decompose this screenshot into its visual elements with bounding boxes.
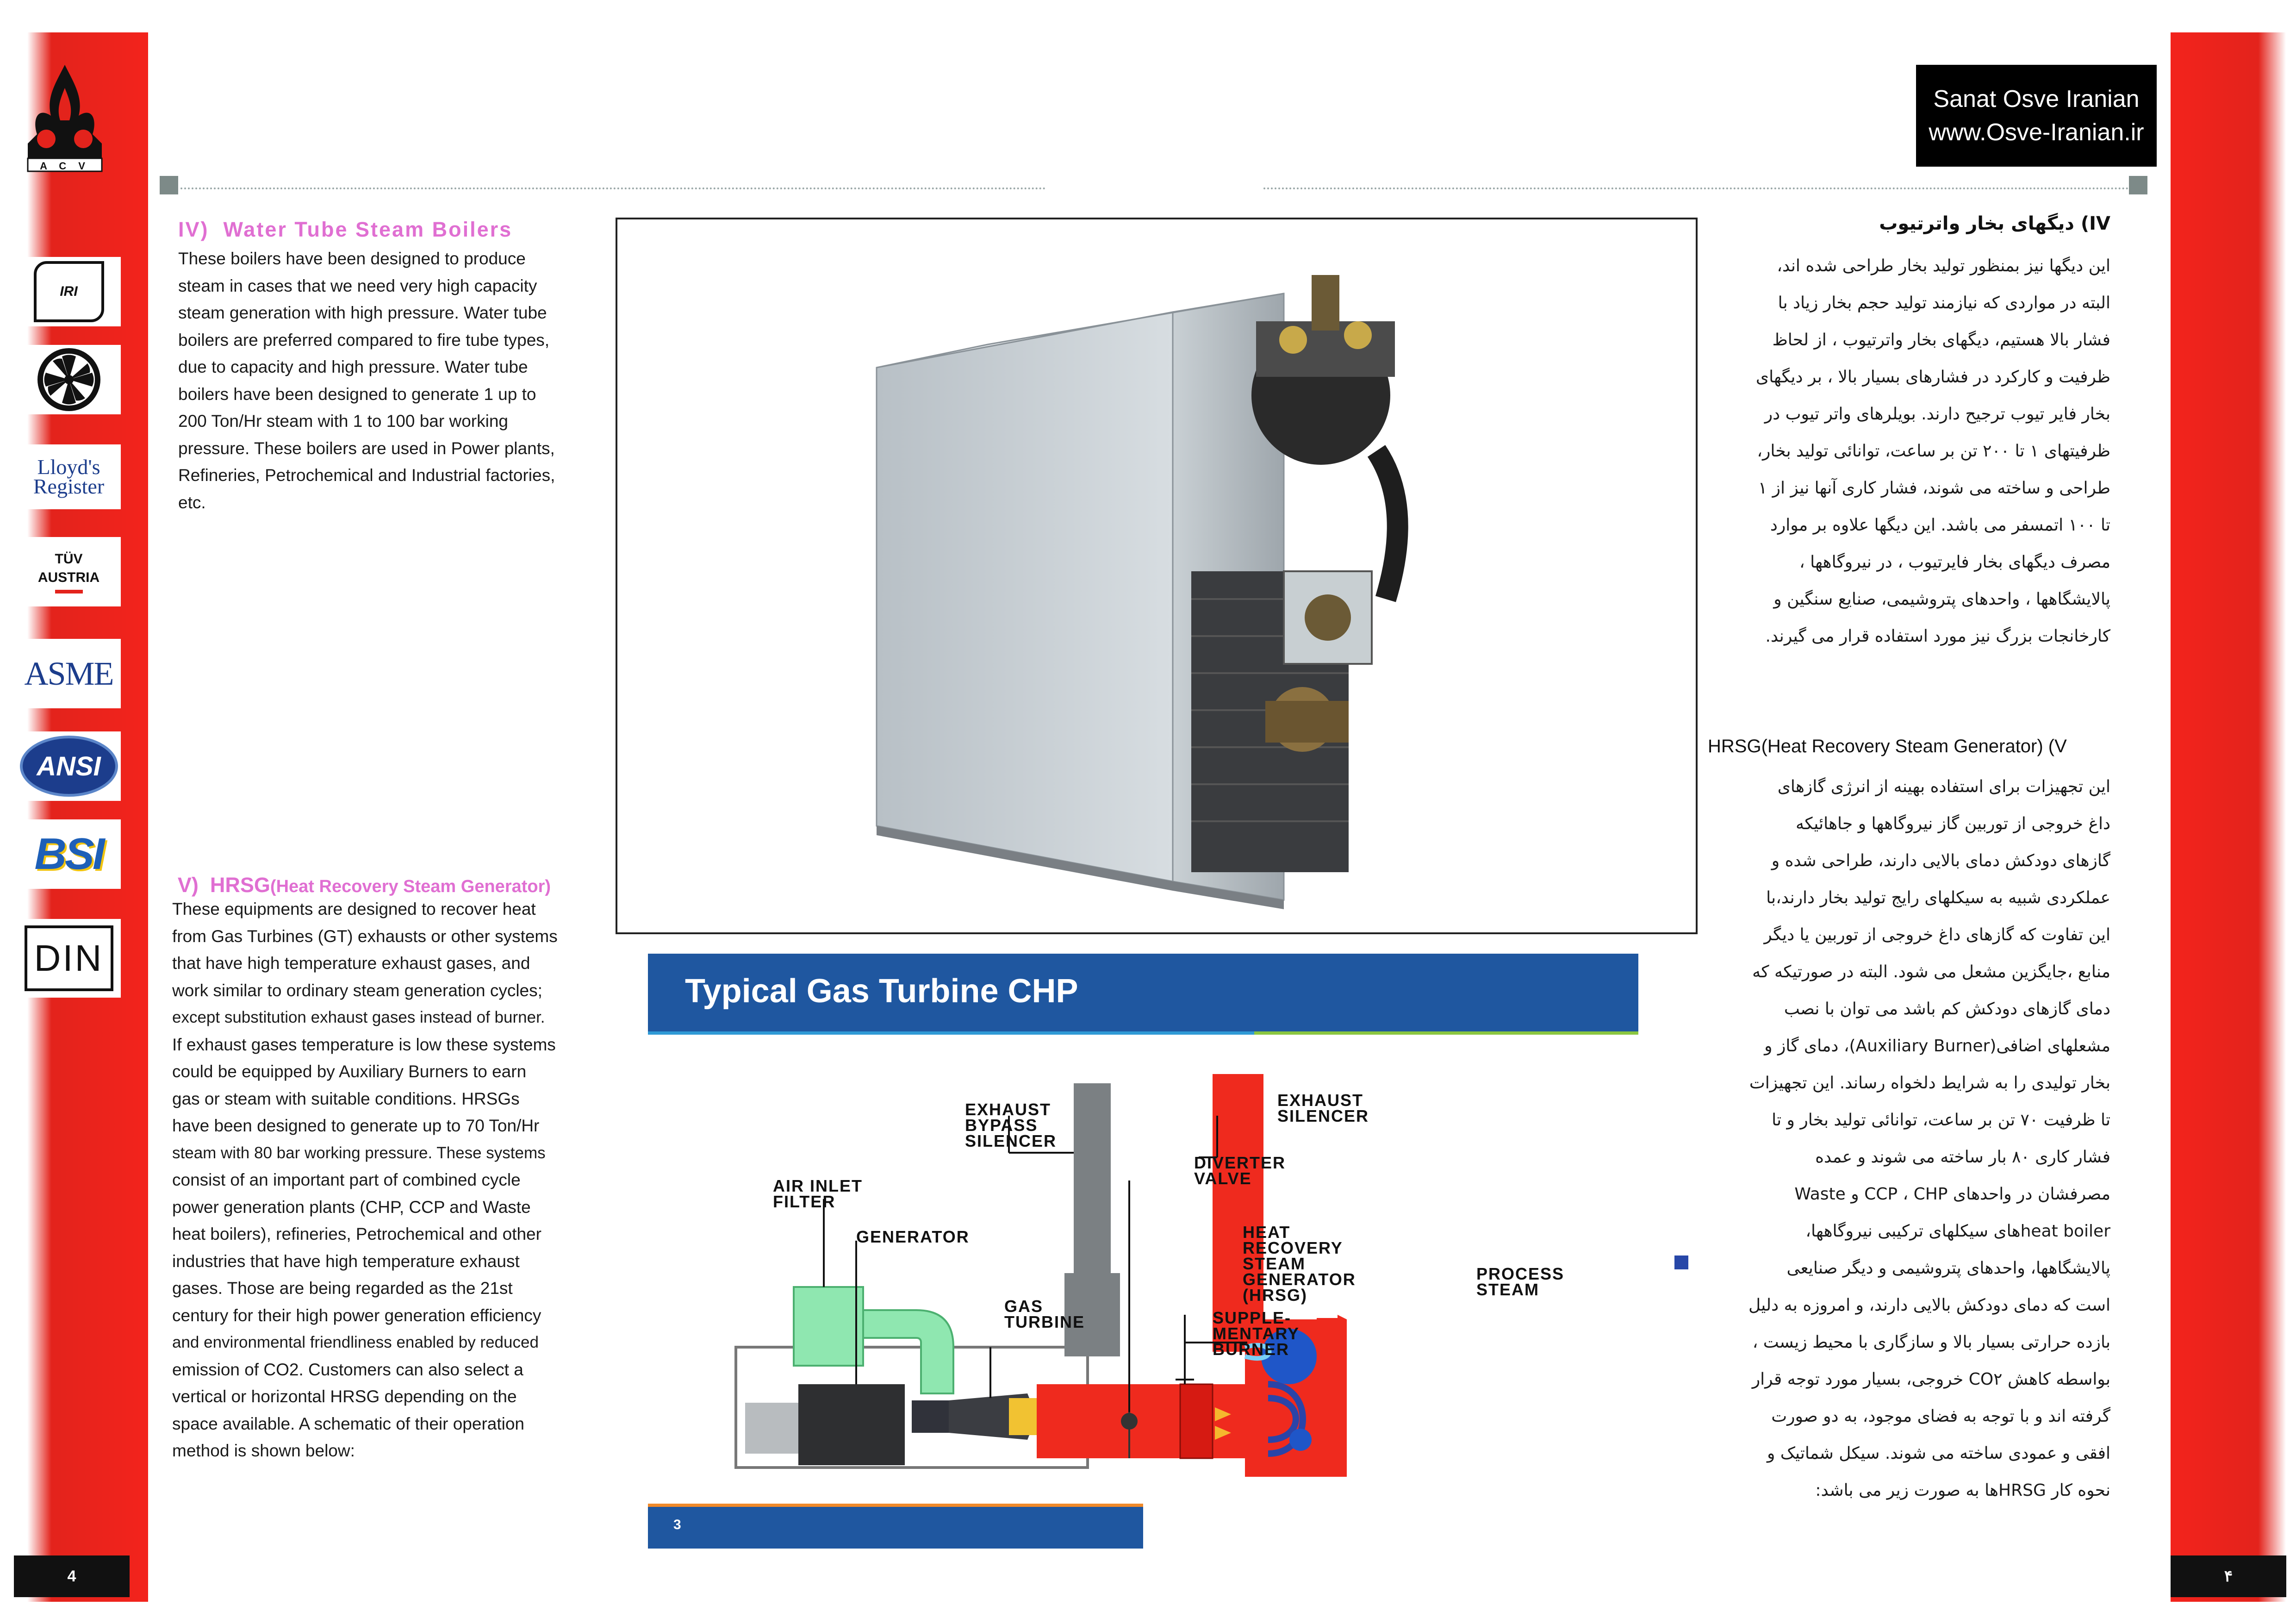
- text-line: These equipments are designed to recover heat: [172, 899, 536, 918]
- section4-title-fa: IV) دیگهای بخار واترتیوب: [1879, 213, 2110, 234]
- chp-page-label: 3: [673, 1517, 681, 1532]
- text-line: except substitution exhaust gases instead of burner.: [172, 1008, 545, 1026]
- text-line: could be equipped by Auxiliary Burners to earn: [172, 1062, 527, 1081]
- rule-square-right: [2129, 176, 2147, 194]
- label-supplementary-burner: [1213, 1310, 1300, 1357]
- text-line: have been designed to generate up to 70 Ton/Hr: [172, 1116, 540, 1135]
- text-line: work similar to ordinary steam generation cycles;: [172, 981, 542, 1000]
- section5-body-fa: [1703, 768, 2110, 1509]
- text-line: طراحی و ساخته می شوند، فشار کاری آنها نیز از ۱: [1758, 479, 2110, 498]
- text-line: مشعلهای اضافی(Auxiliary Burner)، دمای گاز و: [1764, 1037, 2110, 1056]
- chp-banner-stripe: [648, 1031, 1254, 1035]
- section5-title-fa: HRSG(Heat Recovery Steam Generator) (V: [1708, 736, 2067, 756]
- lloyds-register-logo: [17, 444, 121, 509]
- text-line: ظرفیت و کارکرد در فشارهای بسیار بالا ، بر دیگهای: [1755, 368, 2110, 387]
- label-line: GAS: [1004, 1297, 1044, 1316]
- label-line: EXHAUST: [965, 1100, 1052, 1119]
- text-line: heat boilers), refineries, Petrochemical and other: [172, 1224, 541, 1243]
- text-line: منابع ،جایگزین مشعل می شود. البته در صورتیکه که: [1752, 962, 2110, 981]
- text-line: دمای گازهای دودکش کم باشد می توان با نصب: [1784, 999, 2110, 1018]
- chp-banner-stripe-green: [1254, 1031, 1638, 1035]
- tuv-logo-text: TÜV AUSTRIA: [37, 551, 100, 585]
- text-line: emission of CO2. Customers can also select a: [172, 1360, 523, 1379]
- text-line: نحوه کار HRSGها به صورت زیر می باشد:: [1815, 1481, 2110, 1500]
- text-line: industries that have high temperature exhaust: [172, 1251, 520, 1271]
- right-red-bar: [2171, 32, 2296, 1602]
- bsi-logo-text: BSI: [34, 829, 103, 879]
- label-line: PROCESS: [1476, 1264, 1565, 1283]
- text-line: boilers are preferred compared to fire tube types,: [178, 330, 550, 350]
- label-line: SUPPLE-: [1213, 1308, 1292, 1327]
- text-line: این دیگها نیز بمنظور تولید بخار طراحی شده اند،: [1777, 256, 2110, 275]
- rule-square-left: [160, 176, 178, 194]
- text-line: space available. A schematic of their operation: [172, 1414, 525, 1433]
- text-line: 200 Ton/Hr steam with 1 to 100 bar working: [178, 412, 508, 431]
- text-line: steam in cases that we need very high capacity: [178, 276, 537, 295]
- text-line: پالایشگاهها ، واحدهای پتروشیمی، صنایع سنگین و: [1773, 590, 2110, 609]
- section4-body-fa: [1703, 248, 2110, 655]
- text-line: البته در مواردی که نیازمند تولید حجم بخار زیاد با: [1778, 294, 2110, 312]
- asme-logo-text: ASME: [24, 655, 113, 692]
- rule-left: [180, 187, 1046, 189]
- text-line: from Gas Turbines (GT) exhausts or other systems: [172, 926, 558, 946]
- din-logo-text: DIN: [34, 937, 104, 979]
- text-line: consist of an important part of combined cycle: [172, 1170, 521, 1189]
- water-tube-boiler-illustration: [617, 219, 1696, 932]
- label-exhaust-bypass-silencer: [965, 1102, 1057, 1149]
- text-line: gas or steam with suitable conditions. HRSGs: [172, 1089, 520, 1108]
- text-line: این تفاوت که گازهای داغ خروجی از توربین یا دیگر: [1764, 925, 2110, 944]
- chp-footer-line: [648, 1504, 1143, 1507]
- text-line: است که دمای دودکش بالایی دارند، و امروزه به دلیل: [1748, 1296, 2110, 1315]
- label-line: STEAM: [1243, 1254, 1306, 1273]
- text-line: gases. Those are being regarded as the 21st: [172, 1279, 513, 1298]
- text-line: vertical or horizontal HRSG depending on the: [172, 1387, 517, 1406]
- text-line: تا ظرفیت ۷۰ تن بر ساعت، توانائی تولید بخار و تا: [1772, 1111, 2110, 1130]
- text-line: پالایشگاهها، واحدهای پتروشیمی و دیگر صنایعی: [1786, 1259, 2110, 1278]
- section5-body-en: [172, 896, 593, 1465]
- text-line: steam with 80 bar working pressure. These systems: [172, 1143, 546, 1162]
- text-line: and environmental friendliness enabled by reduced: [172, 1333, 539, 1351]
- company-name: Sanat Osve Iranian: [1933, 86, 2140, 112]
- left-page-number: 4: [14, 1555, 130, 1597]
- text-line: power generation plants (CHP, CCP and Waste: [172, 1197, 531, 1217]
- tuv-logo: [17, 537, 121, 606]
- text-line: این تجهیزات برای استفاده بهینه از انرژی گازهای: [1777, 777, 2110, 796]
- text-line: boilers have been designed to generate 1 up to: [178, 384, 536, 404]
- label-line: FILTER: [773, 1192, 836, 1211]
- label-line: HEAT: [1243, 1223, 1291, 1242]
- text-line: فشار بالا هستیم، دیگهای بخار واترتیوب ، از لحاظ: [1772, 331, 2110, 350]
- text-line: فشار کاری ۸۰ بار ساخته می شوند و عمده: [1815, 1148, 2110, 1167]
- text-line: pressure. These boilers are used in Power plants,: [178, 438, 555, 458]
- label-generator: [856, 1229, 970, 1245]
- label-hrsg: [1243, 1224, 1356, 1303]
- section4-body-en: [178, 245, 595, 516]
- label-line: AIR INLET: [773, 1176, 863, 1195]
- rule-right: [1263, 187, 2129, 189]
- text-line: مصرفشان در واحدهای CCP ، CHP و Waste: [1794, 1185, 2110, 1204]
- logo-text: A C V: [40, 160, 90, 172]
- ansi-logo-text: ANSI: [37, 751, 101, 781]
- right-page-number: ۴: [2171, 1555, 2286, 1597]
- text-line: گازهای دودکش دمای بالایی دارند، طراحی شده و: [1771, 851, 2110, 870]
- text-line: تا ۱۰۰ اتمسفر می باشد. این دیگها علاوه بر موارد: [1770, 516, 2110, 535]
- text-line: due to capacity and high pressure. Water tube: [178, 357, 528, 376]
- label-gas-turbine: [1004, 1299, 1085, 1330]
- iri-logo-text: IRI: [60, 284, 78, 299]
- text-line: heat boilerهای سیکلهای ترکیبی نیروگاهها،: [1805, 1222, 2110, 1241]
- text-line: steam generation with high pressure. Water tube: [178, 303, 547, 322]
- lloyds-register-text: Lloyd's Register: [33, 455, 105, 498]
- text-line: If exhaust gases temperature is low these systems: [172, 1035, 556, 1054]
- margin-square-marker: [1674, 1255, 1688, 1269]
- din-logo: [17, 919, 121, 998]
- label-line: RECOVERY: [1243, 1238, 1343, 1257]
- label-line: GENERATOR: [1243, 1270, 1356, 1289]
- section5-title-prefix: V) HRSG: [177, 873, 270, 897]
- section5-title-en: [174, 865, 551, 897]
- chp-footer: [648, 1507, 1143, 1549]
- text-line: داغ خروجی از توربین گاز نیروگاهها و جاهائیکه: [1796, 814, 2110, 833]
- company-website: www.Osve-Iranian.ir: [1929, 119, 2144, 146]
- label-line: BURNER: [1213, 1340, 1290, 1359]
- label-exhaust-silencer: [1277, 1093, 1369, 1124]
- text-line: بخار فایر تیوب ترجیح دارند. بویلرهای واتر تیوب در: [1764, 405, 2110, 424]
- label-line: BYPASS: [965, 1116, 1038, 1135]
- ansi-logo: [17, 731, 121, 801]
- section5-title-suffix: (Heat Recovery Steam Generator): [270, 877, 551, 896]
- company-header: [1916, 65, 2157, 167]
- label-line: MENTARY: [1213, 1324, 1300, 1343]
- text-line: عملکردی شبیه به سیکلهای رایج تولید بخار دارند،با: [1766, 888, 2110, 907]
- label-line: SILENCER: [1277, 1106, 1369, 1125]
- label-line: VALVE: [1194, 1169, 1252, 1188]
- section4-title-en: IV) Water Tube Steam Boilers: [178, 218, 513, 241]
- text-line: مصرف دیگهای بخار فایرتیوب ، در نیروگاهها ،: [1799, 553, 2110, 572]
- text-line: These boilers have been designed to produce: [178, 249, 526, 268]
- chp-title: Typical Gas Turbine CHP: [685, 973, 1078, 1010]
- text-line: بخار تولیدی را به شرایط دلخواه رساند. این تجهیزات: [1749, 1074, 2110, 1093]
- text-line: ظرفیتهای ۱ تا ۲۰۰ تن بر ساعت، توانائی تولید بخار،: [1757, 442, 2110, 461]
- text-line: Refineries, Petrochemical and Industrial factories,: [178, 466, 555, 485]
- text-line: گرفته اند و با توجه به فضای موجود، به دو صورت: [1771, 1407, 2110, 1426]
- iri-logo: [17, 257, 121, 326]
- label-air-inlet-filter: [773, 1178, 863, 1210]
- text-line: کارخانجات بزرگ نیز مورد استفاده قرار می گیرند.: [1765, 627, 2110, 646]
- label-diverter-valve: [1194, 1155, 1286, 1187]
- text-line: بازده حرارتی بسیار بالا و سازگاری با محیط زیست ،: [1752, 1333, 2110, 1352]
- text-line: افقی و عمودی ساخته می شوند. سیکل شماتیک و: [1767, 1444, 2110, 1463]
- label-line: GENERATOR: [856, 1227, 970, 1246]
- text-line: that have high temperature exhaust gases, and: [172, 954, 530, 973]
- label-line: SILENCER: [965, 1131, 1057, 1150]
- chp-schematic: [722, 1060, 1601, 1486]
- label-line: EXHAUST: [1277, 1091, 1364, 1110]
- text-line: بواسطه کاهش CO۲ خروجی، بسیار مورد توجه قرار: [1752, 1370, 2110, 1389]
- label-line: STEAM: [1476, 1280, 1539, 1299]
- fan-logo: [17, 345, 121, 414]
- text-line: method is shown below:: [172, 1441, 355, 1460]
- label-line: TURBINE: [1004, 1312, 1085, 1331]
- boiler-photo-frame: [616, 218, 1698, 934]
- bsi-logo: [17, 819, 121, 889]
- text-line: etc.: [178, 493, 206, 512]
- label-process-steam: [1476, 1266, 1564, 1298]
- text-line: century for their high power generation efficiency: [172, 1305, 541, 1325]
- label-line: DIVERTER: [1194, 1153, 1286, 1172]
- label-line: (HRSG): [1243, 1286, 1307, 1305]
- asme-logo: [17, 639, 121, 708]
